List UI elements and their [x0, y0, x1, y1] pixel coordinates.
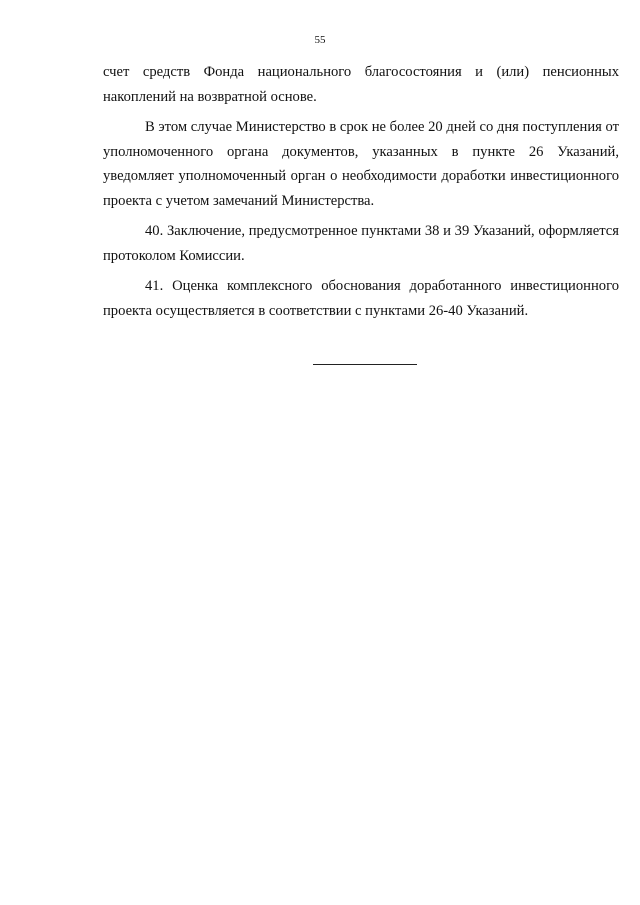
- document-body: [103, 60, 619, 329]
- paragraph-continuation: счет средств Фонда национального благосостояния и (или) пенсионных накоплений на возвратной основе.: [103, 64, 619, 105]
- page-number: 55: [314, 34, 326, 46]
- paragraph-item-41: 41. Оценка комплексного обоснования доработанного инвестиционного проекта осуществляется в соответствии с пунктами 26-40 Указаний.: [103, 278, 619, 319]
- paragraph-ministry-notice: В этом случае Министерство в срок не более 20 дней со дня поступления от уполномоченного органа документов, указанных в пункте 26 Указаний, уведомляет уполномоченный орган о необходимости доработки инвестиционного проекта с учетом замечаний Министерства.: [103, 119, 619, 209]
- paragraph-item-40: 40. Заключение, предусмотренное пунктами 38 и 39 Указаний, оформляется протоколом Комиссии.: [103, 223, 619, 264]
- end-of-document-rule: [313, 364, 417, 365]
